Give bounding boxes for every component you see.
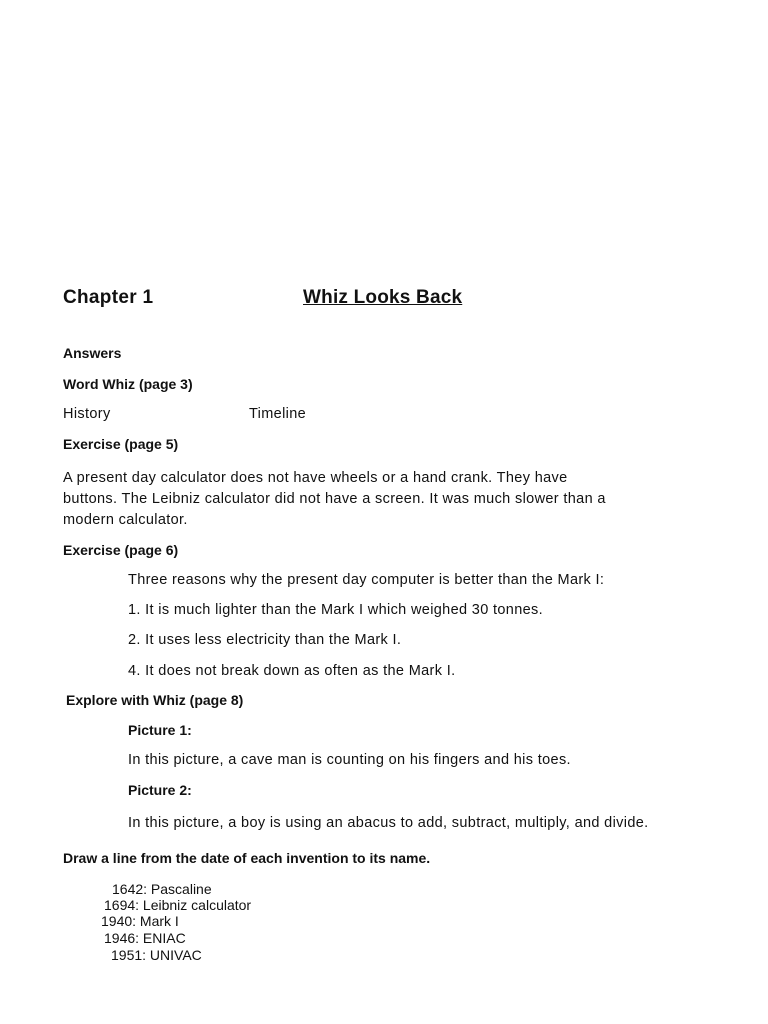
timeline-item: 1642: Pascaline (112, 881, 212, 897)
exercise-page5-heading: Exercise (page 5) (63, 436, 179, 452)
word-whiz-heading: Word Whiz (page 3) (63, 376, 193, 392)
explore-heading: Explore with Whiz (page 8) (66, 692, 244, 708)
exercise-page6-intro: Three reasons why the present day computer is better than the Mark I: (128, 572, 605, 588)
chapter-label: Chapter 1 (63, 287, 154, 308)
picture1-text: In this picture, a cave man is counting on his fingers and his toes. (128, 752, 571, 768)
paragraph-line: modern calculator. (63, 512, 188, 528)
reason-item: 1. It is much lighter than the Mark I which weighed 30 tonnes. (128, 602, 544, 618)
timeline-item: 1940: Mark I (101, 913, 179, 929)
picture1-label: Picture 1: (128, 722, 192, 738)
picture2-text: In this picture, a boy is using an abacus to add, subtract, multiply, and divide. (128, 815, 649, 831)
picture2-label: Picture 2: (128, 782, 192, 798)
paragraph-line: buttons. The Leibniz calculator did not have a screen. It was much slower than a (63, 491, 606, 507)
answers-heading: Answers (63, 345, 122, 361)
timeline-item: 1951: UNIVAC (111, 947, 202, 963)
exercise-page5-paragraph (63, 468, 643, 531)
draw-line-heading: Draw a line from the date of each invention to its name. (63, 850, 431, 866)
timeline-item: 1694: Leibniz calculator (104, 897, 252, 913)
word-timeline: Timeline (249, 406, 307, 422)
word-history: History (63, 406, 111, 422)
paragraph-line: A present day calculator does not have wheels or a hand crank. They have (63, 470, 568, 486)
timeline-item: 1946: ENIAC (104, 930, 186, 946)
reason-item: 4. It does not break down as often as the Mark I. (128, 663, 456, 679)
reason-item: 2. It uses less electricity than the Mark I. (128, 632, 402, 648)
chapter-title: Whiz Looks Back (303, 287, 463, 308)
exercise-page6-heading: Exercise (page 6) (63, 542, 179, 558)
